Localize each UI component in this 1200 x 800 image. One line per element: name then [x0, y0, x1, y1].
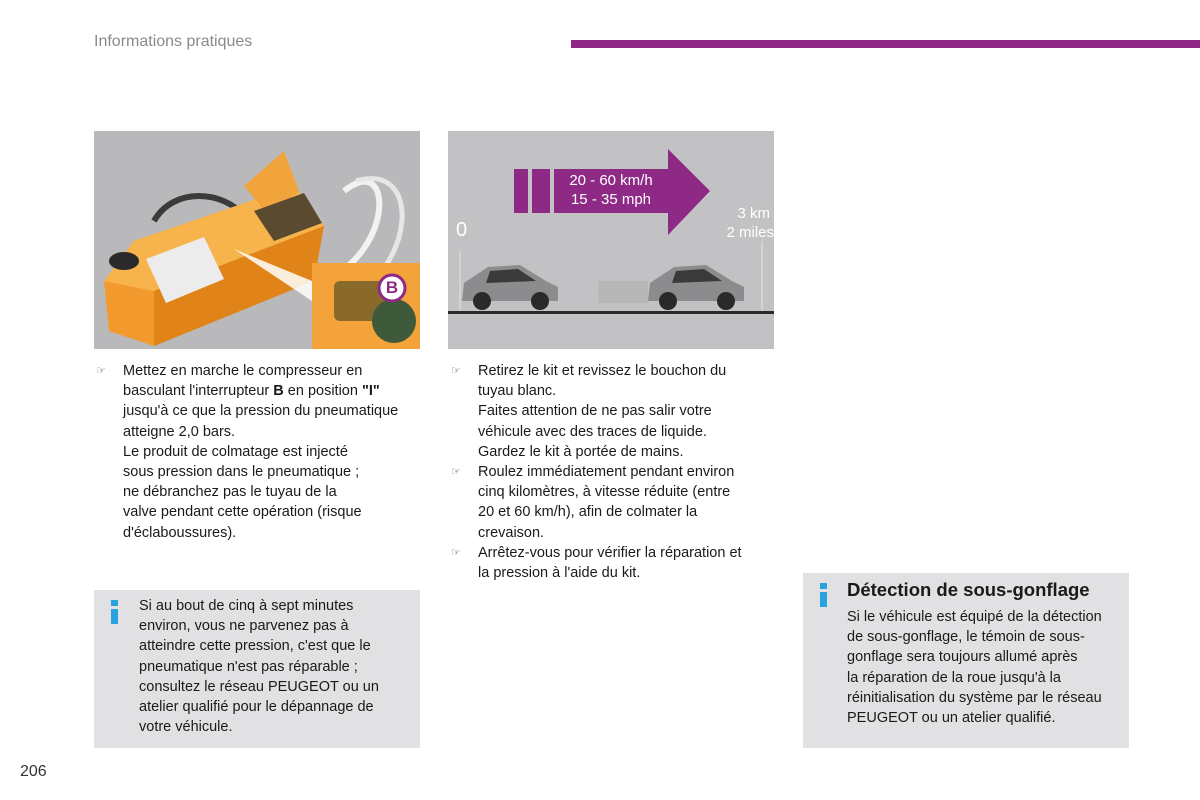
text-line: valve pendant cette opération (risque: [123, 504, 362, 521]
text-line: votre véhicule.: [139, 719, 233, 736]
text-line: PEUGEOT ou un atelier qualifié.: [847, 710, 1056, 727]
text-line: 20 et 60 km/h), afin de colmater la: [478, 504, 698, 521]
pointing-hand-icon: ☞: [451, 546, 461, 559]
note-body: [847, 607, 1127, 728]
tyre-compressor-illustration: [94, 131, 420, 349]
text-line: tuyau blanc.: [478, 383, 557, 400]
text-line: Arrêtez-vous pour vérifier la réparation et: [478, 544, 742, 561]
text-line: ne débranchez pas le tuyau de la: [123, 484, 337, 501]
text-line: Faites attention de ne pas salir votre: [478, 403, 712, 420]
text-line: Gardez le kit à portée de mains.: [478, 443, 684, 460]
position-i-ref: "I": [361, 383, 380, 400]
text-line: d'éclaboussures).: [123, 524, 237, 541]
list-item: [449, 543, 779, 583]
text-line: réinitialisation du système par le réseau: [847, 689, 1102, 706]
info-note-underinflation: [803, 573, 1129, 748]
section-title: Informations pratiques: [94, 33, 253, 50]
text-line: environ, vous ne parvenez pas à: [139, 618, 349, 635]
list-item: [449, 361, 779, 462]
text-line: atteigne 2,0 bars.: [123, 423, 236, 440]
text-line: la pression à l'aide du kit.: [478, 565, 641, 582]
driving-figure: [448, 131, 774, 349]
note-title: Détection de sous-gonflage: [847, 579, 1090, 600]
text-line: Le produit de colmatage est injecté: [123, 443, 348, 460]
info-note-unrepairable: [94, 590, 420, 748]
text-line: basculant l'interrupteur B en position "I": [123, 383, 380, 400]
text-line: atteindre cette pression, c'est que le: [139, 638, 371, 655]
page-number: 206: [20, 763, 47, 780]
switch-b-ref: B: [273, 383, 284, 400]
text-line: Roulez immédiatement pendant environ: [478, 464, 735, 481]
text-line: Si au bout de cinq à sept minutes: [139, 598, 354, 614]
compressor-figure: [94, 131, 420, 349]
text-line: atelier qualifié pour le dépannage de: [139, 699, 374, 716]
switch-b-label: B: [385, 278, 399, 297]
list-item: [449, 462, 779, 543]
text-line: Si le véhicule est équipé de la détection: [847, 609, 1102, 625]
pointing-hand-icon: ☞: [451, 365, 461, 377]
text-line: véhicule avec des traces de liquide.: [478, 423, 707, 440]
header-accent-bar: [571, 40, 1200, 48]
text-line: de sous-gonflage, le témoin de sous-: [847, 629, 1085, 646]
text-line: consultez le réseau PEUGEOT ou un: [139, 678, 379, 695]
compressor-instructions: [94, 361, 424, 543]
text-line: cinq kilomètres, à vitesse réduite (entre: [478, 484, 731, 501]
text-line: Retirez le kit et revissez le bouchon du: [478, 363, 727, 379]
distance-km-label: 3 km: [737, 205, 770, 222]
car-driving-illustration: [448, 131, 774, 349]
start-distance-label: 0: [456, 219, 468, 241]
text-line: crevaison.: [478, 524, 545, 541]
speed-kmh-label: 20 - 60 km/h: [569, 172, 653, 189]
text-line: sous pression dans le pneumatique ;: [123, 464, 360, 481]
text-line: gonflage sera toujours allumé après: [847, 649, 1078, 666]
text-line: pneumatique n'est pas réparable ;: [139, 658, 358, 675]
text-line: Mettez en marche le compresseur en: [123, 363, 363, 379]
text-line: la réparation de la roue jusqu'à la: [847, 669, 1061, 686]
text-line: jusqu'à ce que la pression du pneumatique: [123, 403, 399, 420]
pointing-hand-icon: ☞: [451, 466, 461, 479]
pointing-hand-icon: ☞: [96, 365, 106, 377]
speed-mph-label: 15 - 35 mph: [570, 191, 652, 208]
note-body: [139, 596, 414, 737]
distance-miles-label: 2 miles: [726, 224, 774, 241]
driving-instructions: [449, 361, 779, 583]
list-item: [94, 361, 424, 543]
